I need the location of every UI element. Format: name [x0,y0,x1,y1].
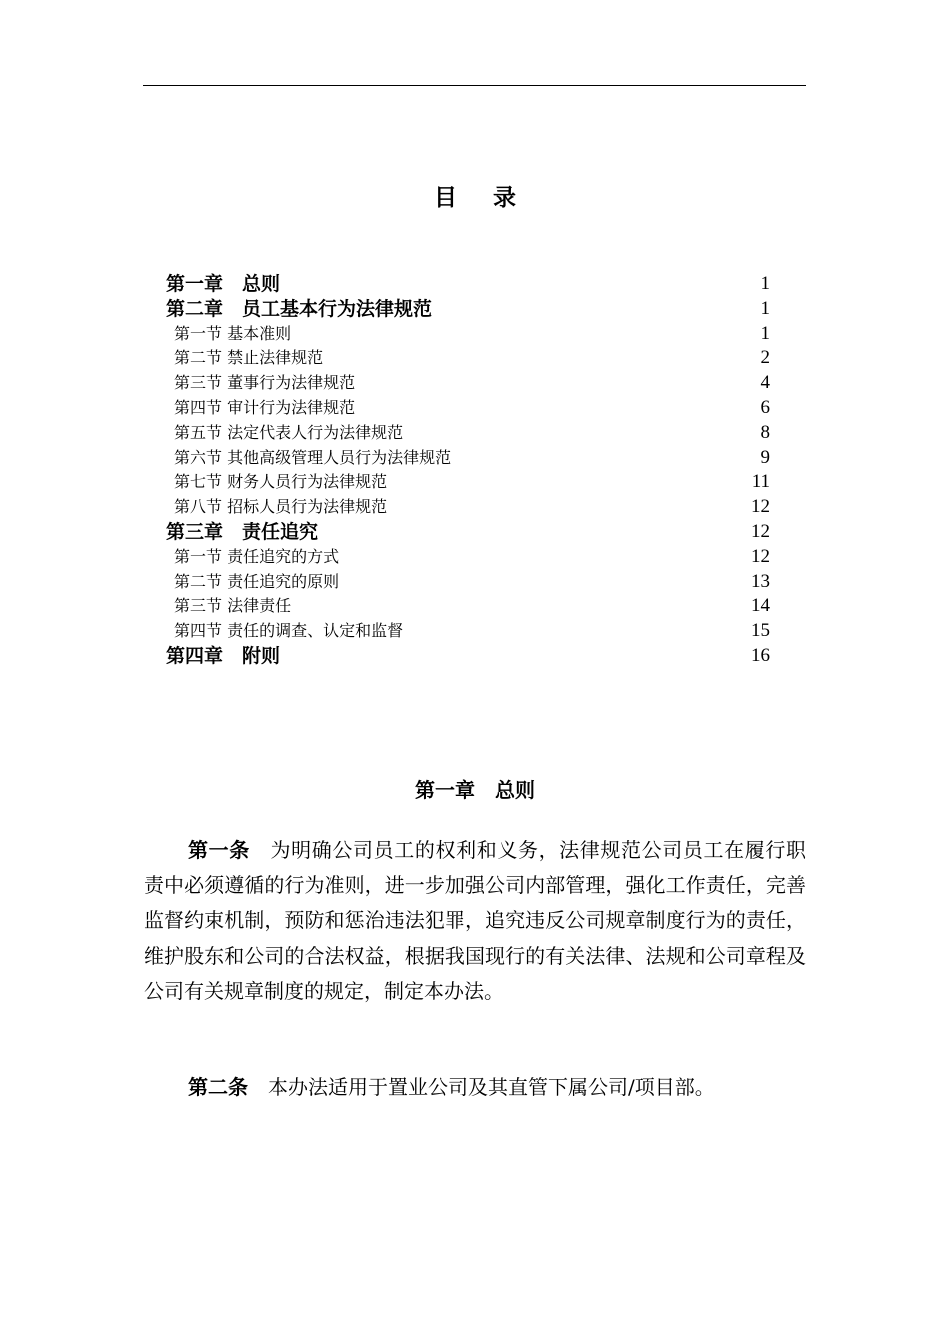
toc-entry-page: 4 [760,372,770,394]
toc-entry[interactable] [166,446,770,471]
toc-entry[interactable] [166,297,770,322]
toc-entry-label: 第七节 财务人员行为法律规范 [174,472,388,492]
toc-entry[interactable] [166,520,770,545]
toc-entry-label: 第二节 禁止法律规范 [174,348,324,368]
article-2 [144,1070,806,1105]
toc-entry[interactable] [166,396,770,421]
toc-entry-page: 16 [751,644,770,666]
toc-entry-label: 第一节 基本准则 [174,323,292,343]
article-text: 本办法适用于置业公司及其直管下属公司/项目部。 [248,1075,715,1099]
toc-entry-page: 1 [760,297,770,319]
toc-entry-page: 13 [751,570,770,592]
toc-entry-page: 11 [751,471,770,493]
toc-entry-label: 第二章 员工基本行为法律规范 [166,297,433,320]
toc-entry-label: 第四节 审计行为法律规范 [174,397,356,417]
toc-entry-page: 6 [760,396,770,418]
article-lead: 第二条 [188,1075,248,1099]
toc-entry-label: 第四节 责任的调查、认定和监督 [174,621,404,641]
toc-entry[interactable] [166,322,770,347]
article-lead: 第一条 [188,838,250,862]
toc-entry[interactable] [166,545,770,570]
toc-entry-page: 14 [751,595,770,617]
toc-entry-label: 第三节 董事行为法律规范 [174,373,356,393]
table-of-contents [166,272,770,669]
header-rule [143,85,806,86]
toc-entry[interactable] [166,570,770,595]
toc-entry[interactable] [166,495,770,520]
toc-entry-label: 第六节 其他高级管理人员行为法律规范 [174,447,452,467]
chapter-heading: 第一章 总则 [415,778,535,802]
toc-entry-label: 第一章 总则 [166,273,281,295]
toc-entry-page: 12 [751,520,770,542]
toc-entry-label: 第一节 责任追究的方式 [174,546,340,566]
toc-entry-label: 第二节 责任追究的原则 [174,571,340,591]
toc-entry[interactable] [166,619,770,644]
toc-entry[interactable] [166,371,770,396]
article-1 [144,833,806,1009]
toc-entry-label: 第三章 责任追究 [166,520,319,543]
toc-entry[interactable] [166,470,770,495]
toc-entry[interactable] [166,644,770,669]
toc-entry[interactable] [166,594,770,619]
toc-entry-page: 15 [751,620,770,642]
toc-entry-label: 第三节 法律责任 [174,596,292,616]
toc-entry-page: 1 [760,322,770,344]
toc-entry-label: 第四章 附则 [166,644,281,667]
toc-entry-page: 9 [760,446,770,468]
toc-entry-label: 第五节 法定代表人行为法律规范 [174,422,404,442]
toc-entry-label: 第八节 招标人员行为法律规范 [174,497,388,517]
toc-entry-page: 12 [751,496,770,518]
toc-entry[interactable] [166,346,770,371]
toc-title: 目录 [434,184,552,211]
article-text: 为明确公司员工的权利和义务，法律规范公司员工在履行职责中必须遵循的行为准则，进一步加强公司内部管理，强化工作责任，完善监督约束机制，预防和惩治违法犯罪，追究违反公司规章制度行为的责任，维护股东和公司的合法权益，根据我国现行的有关法律、法规和公司章程及公司有关规章制度的规定，制定本办法。 [144,838,807,1003]
toc-entry-page: 1 [760,273,770,294]
toc-entry-page: 2 [760,347,770,369]
toc-entry-page: 12 [751,545,770,567]
toc-entry-page: 8 [760,421,770,443]
toc-entry[interactable] [166,421,770,446]
toc-entry[interactable] [166,272,770,297]
